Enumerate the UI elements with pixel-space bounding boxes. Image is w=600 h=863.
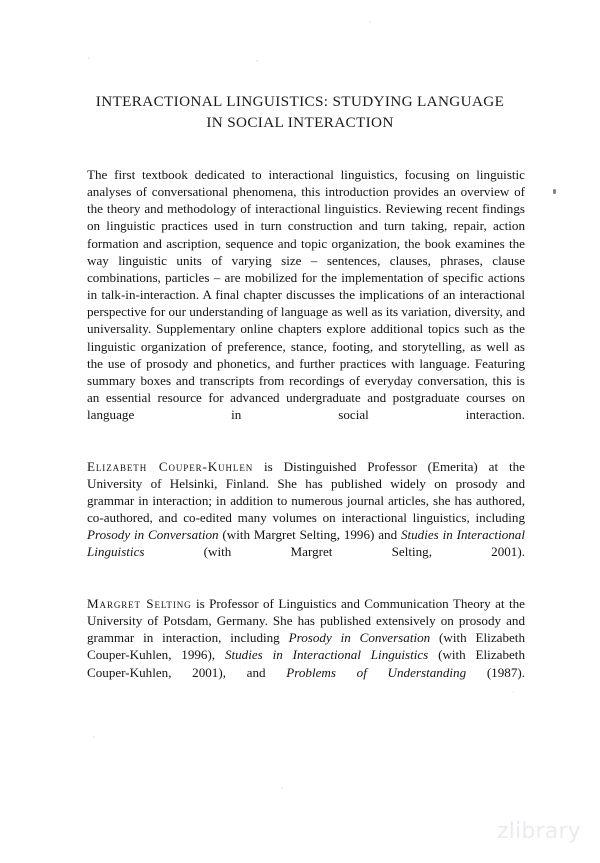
zlibrary-watermark: zlibrary — [497, 819, 581, 844]
scan-artifact-speck — [553, 189, 556, 194]
scan-artifact-speck — [256, 60, 258, 62]
author-name-selting: Margret Selting — [87, 595, 192, 611]
author-bio-text-1a: is Distinguished Professor (Emerita) at the University of Helsinki, Finland. She has published widely on prosody and grammar in interaction; in addition to numerous journal articles, she has authored, co-authored, and co-edited many volumes on interactional linguistics, including — [87, 458, 525, 526]
work-title-studies-in-interactional-linguistics-2: Studies in Interactional Linguistics — [224, 647, 429, 663]
blurb-paragraph: The first textbook dedicated to interactional linguistics, focusing on linguistic analyses of conversational phenomena, this introduction provides an overview of the theory and methodology of interactional linguistics. Reviewing recent findings on linguistic practices used in turn construction and turn taking, repair, action formation and ascription, sequence and topic organization, the book examines the way linguistic units of varying size – sentences, clauses, phrases, clause combinations, particles – are mobilized for the implementation of specific actions in talk-in-interaction. A final chapter discusses the implications of an interactional perspective for our understanding of language as well as its variation, diversity, and universality. Supplementary online chapters explore additional topics such as the linguistic organization of preference, stance, footing, and storytelling, as well as the use of prosody and phonetics, and further practices with language. Featuring summary boxes and transcripts from recordings of everyday conversation, this is an essential resource for advanced undergraduate and postgraduate courses on language in social interaction. — [87, 167, 525, 423]
scan-artifact-speck — [93, 736, 95, 738]
author-bio-text-1b: (with Margret Selting, 1996) and — [218, 527, 401, 543]
work-title-studies-in-interactional-linguistics-1: Studies in Interactional Linguistics — [87, 527, 525, 560]
title-line-1: INTERACTIONAL LINGUISTICS: STUDYING LANGUAGE — [95, 93, 505, 110]
author-bio-text-2c: (with Elizabeth Couper-Kuhlen, 2001), and — [87, 647, 525, 680]
scan-artifact-speck — [130, 205, 132, 207]
body-text-column — [87, 166, 525, 698]
work-title-problems-of-understanding: Problems of Understanding — [286, 664, 467, 680]
author-bio-couper-kuhlen — [87, 458, 525, 578]
author-bio-text-1c: (with Margret Selting, 2001). — [144, 544, 525, 560]
author-name-couper-kuhlen: Elizabeth Couper-Kuhlen — [87, 458, 254, 474]
page-title — [70, 91, 530, 133]
author-bio-selting — [87, 595, 525, 698]
work-title-prosody-in-conversation-1: Prosody in Conversation — [87, 527, 219, 543]
author-bio-text-2b: (with Elizabeth Couper-Kuhlen, 1996), — [87, 630, 525, 663]
title-line-2: IN SOCIAL INTERACTION — [206, 114, 394, 131]
scan-artifact-speck — [88, 57, 90, 59]
author-bio-text-2d: (1987). — [466, 664, 525, 680]
scan-artifact-speck — [429, 472, 431, 474]
scan-artifact-speck — [281, 787, 283, 789]
author-bio-text-2a: is Professor of Linguistics and Communication Theory at the University of Potsdam, Germany. She has published extensively on prosody and grammar in interaction, including — [87, 595, 525, 646]
work-title-prosody-in-conversation-2: Prosody in Conversation — [288, 630, 431, 646]
scan-artifact-speck — [512, 691, 514, 693]
scan-artifact-speck — [369, 21, 371, 23]
